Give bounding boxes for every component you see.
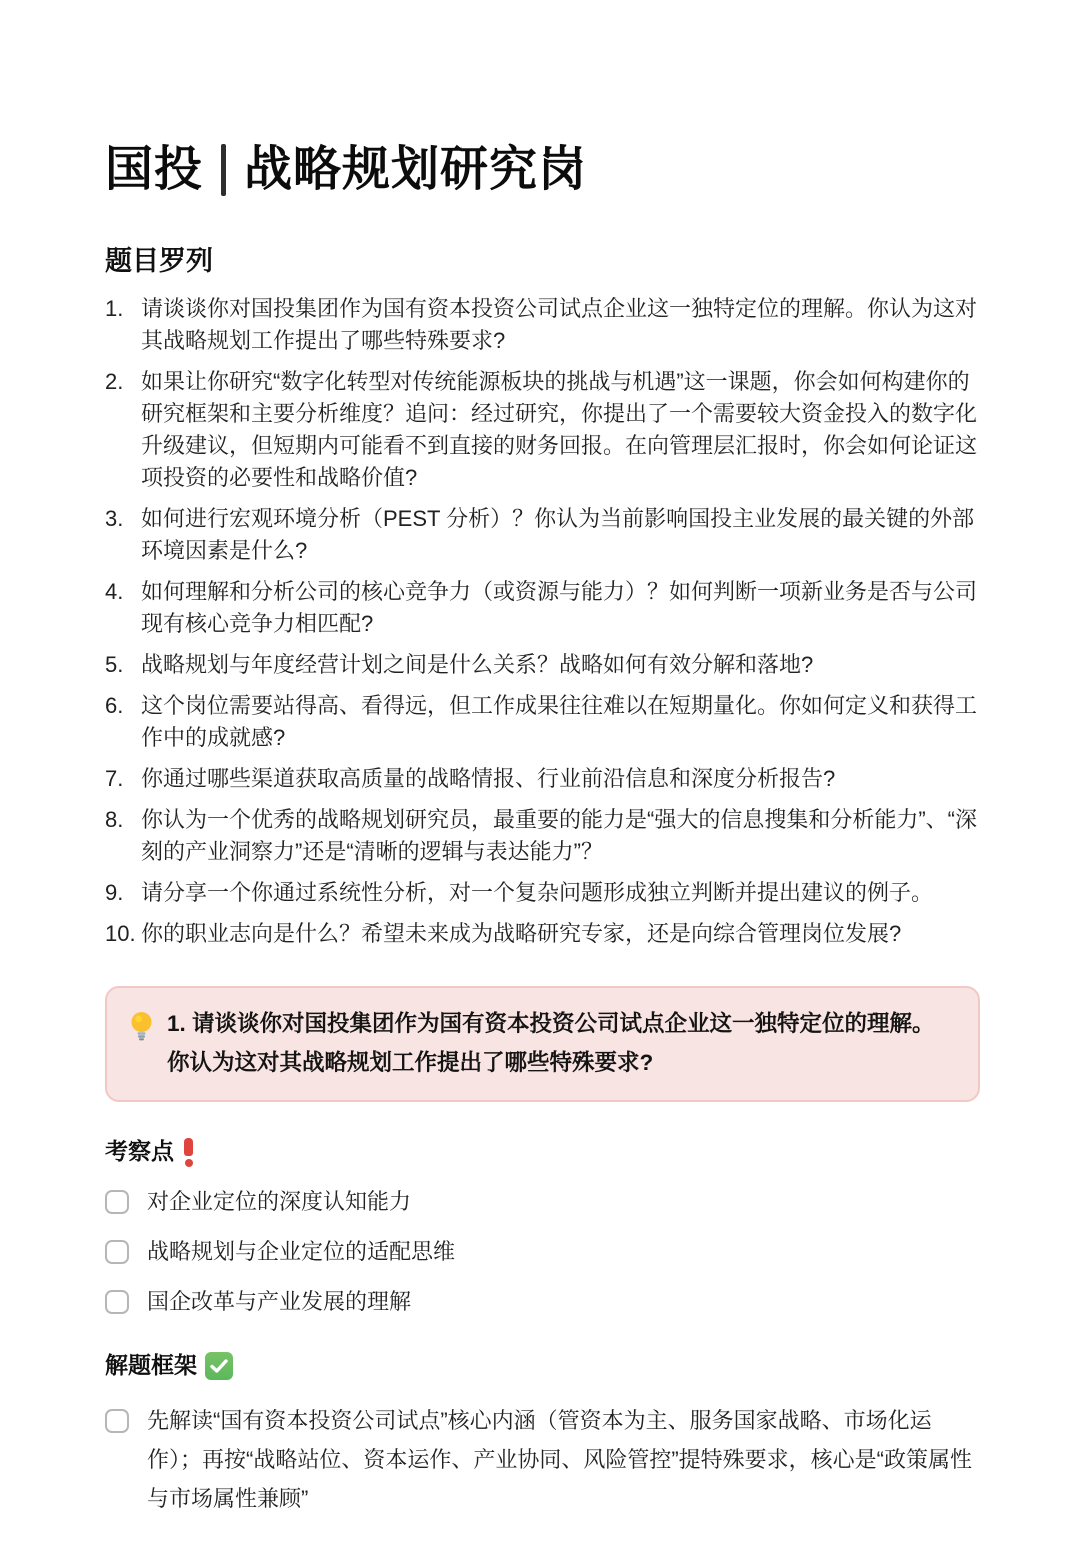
title-divider (221, 144, 226, 196)
question-number: 2. (105, 369, 124, 395)
questions-heading: 题目罗列 (105, 245, 213, 276)
question-number: 10. (105, 921, 136, 947)
question-item (105, 804, 980, 868)
question-item (105, 763, 980, 795)
inspection-item-label: 国企改革与产业发展的理解 (147, 1289, 412, 1315)
framework-item (105, 1401, 980, 1518)
question-item (105, 649, 980, 681)
checkbox[interactable] (105, 1190, 129, 1214)
question-text: 你的职业志向是什么？希望未来成为战略研究专家，还是向综合管理岗位发展? (141, 921, 902, 947)
question-number: 9. (105, 880, 124, 906)
inspection-list (105, 1187, 980, 1317)
callout-text: 1. 请谈谈你对国投集团作为国有资本投资公司试点企业这一独特定位的理解。你认为这对其战略规划工作提出了哪些特殊要求? (167, 1011, 935, 1076)
page-title (105, 144, 980, 197)
title-company: 国投 (105, 143, 204, 196)
question-text: 如何理解和分析公司的核心竞争力（或资源与能力）？如何判断一项新业务是否与公司现有核心竞争力相匹配? (141, 579, 978, 637)
question-item (105, 366, 980, 494)
question-text: 这个岗位需要站得高、看得远，但工作成果往往难以在短期量化。你如何定义和获得工作中的成就感? (141, 693, 978, 751)
inspection-heading-text: 考察点 (105, 1137, 174, 1164)
question-number: 3. (105, 506, 124, 532)
inspection-item (105, 1237, 980, 1267)
framework-heading (105, 1351, 980, 1381)
question-item (105, 293, 980, 357)
checkbox[interactable] (105, 1290, 129, 1314)
inspection-item (105, 1287, 980, 1317)
question-number: 7. (105, 766, 124, 792)
question-number: 1. (105, 296, 124, 322)
question-text: 你认为一个优秀的战略规划研究员，最重要的能力是“强大的信息搜集和分析能力”、“深刻的产业洞察力”还是“清晰的逻辑与表达能力”？ (141, 807, 977, 865)
question-text: 如何进行宏观环境分析（PEST 分析）？你认为当前影响国投主业发展的最关键的外部环境因素是什么? (141, 506, 975, 564)
question-number: 4. (105, 579, 124, 605)
question-item (105, 576, 980, 640)
question-text: 战略规划与年度经营计划之间是什么关系？战略如何有效分解和落地? (141, 652, 814, 678)
question-item (105, 690, 980, 754)
checkbox[interactable] (105, 1409, 129, 1433)
question-number: 6. (105, 693, 124, 719)
question-text: 你通过哪些渠道获取高质量的战略情报、行业前沿信息和深度分析报告? (141, 766, 836, 792)
inspection-item-label: 战略规划与企业定位的适配思维 (147, 1239, 456, 1265)
question-item (105, 503, 980, 567)
lightbulb-icon (129, 1011, 154, 1047)
framework-heading-text: 解题框架 (105, 1352, 197, 1379)
exclamation-icon (184, 1138, 193, 1167)
title-position: 战略规划研究岗 (244, 143, 588, 196)
framework-item-label: 先解读“国有资本投资公司试点”核心内涵（管资本为主、服务国家战略、市场化运作）；再按“战略站位、资本运作、产业协同、风险管控”提特殊要求，核心是“政策属性与市场属性兼顾” (147, 1408, 972, 1512)
question-number: 5. (105, 652, 124, 678)
questions-list (105, 293, 980, 950)
checkbox[interactable] (105, 1240, 129, 1264)
inspection-heading (105, 1136, 980, 1167)
check-icon (205, 1352, 233, 1380)
question-text: 如果让你研究“数字化转型对传统能源板块的挑战与机遇”这一课题，你会如何构建你的研究框架和主要分析维度？追问：经过研究，你提出了一个需要较大资金投入的数字化升级建议，但短期内可能看不到直接的财务回报。在向管理层汇报时，你会如何论证这项投资的必要性和战略价值? (141, 369, 978, 491)
question-text: 请分享一个你通过系统性分析，对一个复杂问题形成独立判断并提出建议的例子。 (141, 880, 934, 906)
inspection-item-label: 对企业定位的深度认知能力 (147, 1189, 412, 1215)
question-item (105, 918, 980, 950)
inspection-item (105, 1187, 980, 1217)
question-text: 请谈谈你对国投集团作为国有资本投资公司试点企业这一独特定位的理解。你认为这对其战略规划工作提出了哪些特殊要求? (141, 296, 978, 354)
framework-list (105, 1401, 980, 1518)
callout-box (105, 986, 980, 1102)
question-item (105, 877, 980, 909)
question-number: 8. (105, 807, 124, 833)
